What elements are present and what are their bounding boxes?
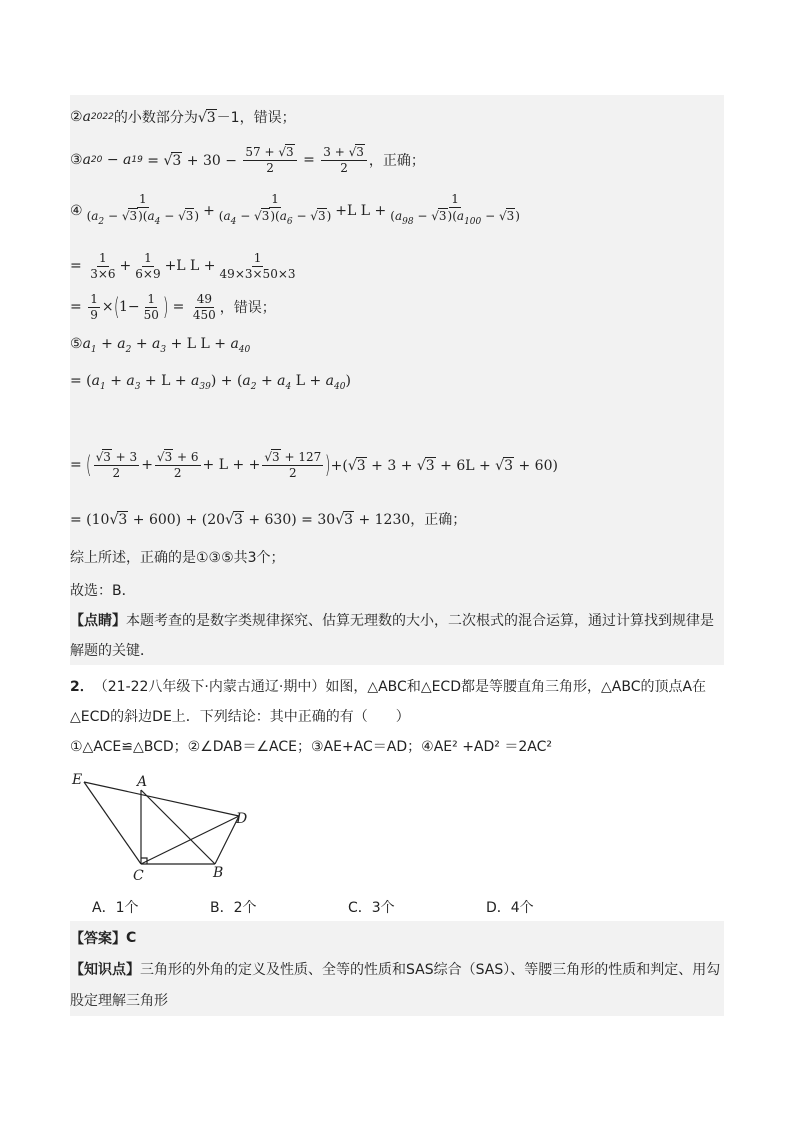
label-E: E [72,772,83,788]
solution-line-9: = ( $\frac{√3 + 3}{2}$ + $\frac{√3 + 6}{2}$ + L + + $\frac{√3 + 127}{2}$ ) +(√3 + 3 + √3 + 6L + √3 + 60) [70,450,558,480]
label-A: A [137,774,148,790]
sqrt-value: 3 [206,109,216,126]
solution-line-2: ② a 2022 的小数部分为 √3 －1，错误； [70,109,296,126]
answer-value: C [126,930,137,946]
question-number: 2． [70,679,94,695]
option-b[interactable]: B．2个 [210,900,257,916]
solution-line-4: ④ $\frac{1}{(a_2 - √3)(a_4 - √3)}$ + $\frac{1}{(a_4 - √3)(a_6 - √3)}$ +L L + $\frac{1}{(a_{98} - √3)(a_{100} - √3)}$ [70,192,520,227]
l1-text: 的小数部分为 [113,110,198,126]
answer-tag: 【答案】 [70,931,126,947]
knowledge-text-1: 三角形的外角的定义及性质、全等的性质和SAS综合（SAS）、等腰三角形的性质和判定、用勾 [140,962,721,978]
option-a[interactable]: A．1个 [92,900,139,916]
label-B: B [213,865,224,881]
knowledge-line-2: 股定理解三角形 [70,993,168,1009]
solution-line-5: = $\frac{1}{3\times 6}$ + $\frac{1}{6\times 9}$ +L L + $\frac{1}{49\times 3\times 50\times 3}$ [70,250,296,281]
comment-line-1 [70,608,724,632]
knowledge-line-1 [70,957,724,981]
question-line-2: △ECD的斜边DE上．下列结论：其中正确的有（ ） [70,709,410,725]
choose-line: 故选：B． [70,583,136,599]
l2-tail: ，正确； [368,153,425,169]
comment-text-1: 本题考查的是数字类规律探究、估算无理数的大小，二次根式的混合运算，通过计算找到规律是 [126,613,714,629]
question-text-1: 如图，△ABC和△ECD都是等腰直角三角形，△ABC的顶点A在 [325,679,707,695]
solution-line-10: = (10√3 + 600) + (20√3 + 630) = 30√3 + 1230 ，正确； [70,506,724,532]
option-c[interactable]: C．3个 [348,900,395,916]
l1-tail: －1，错误； [216,110,296,126]
l8-tail: ，正确； [410,512,467,528]
comment-line-2: 解题的关键． [70,643,154,659]
label-D: D [236,811,248,827]
question-source: （21-22八年级下·内蒙古通辽·期中） [93,679,326,695]
knowledge-tag: 【知识点】 [70,962,140,978]
triangle-figure [70,770,260,885]
line-AB [141,790,215,864]
solution-line-7: $⑤a_1 + a_2 + a_3 + L$ $L + a_{40}$ [70,335,251,355]
label-C: C [133,868,144,884]
l4-tail: ，错误； [219,300,276,316]
solution-line-6: = $\frac{1}{9}$ × ( 1− $\frac{1}{50}$ ) = $\frac{49}{450}$ ，错误； [70,291,276,322]
answer-line [70,926,724,950]
question-conclusions: ①△ACE≌△BCD；②∠DAB＝∠ACE；③AE+AC＝AD；④AE² +AD² ＝2AC² [70,739,552,755]
line-EC [84,782,141,864]
solution-line-8: = $(a_1 + a_3 + L + a_{39}) + (a_2 + a_4$ $L + a_{40}$) [70,372,351,392]
comment-tag: 【点睛】 [70,613,126,629]
question-line-1 [70,674,724,698]
solution-line-3: ③ a 20 − a 19 = √3 + 30 − $\frac{57 + √3}{2}$ = $\frac{3 + √3}{2}$ ，正确； [70,145,425,175]
option-d[interactable]: D．4个 [486,900,534,916]
line-CD [141,816,239,864]
summary-line: 综上所述，正确的是①③⑤共3个； [70,550,285,566]
